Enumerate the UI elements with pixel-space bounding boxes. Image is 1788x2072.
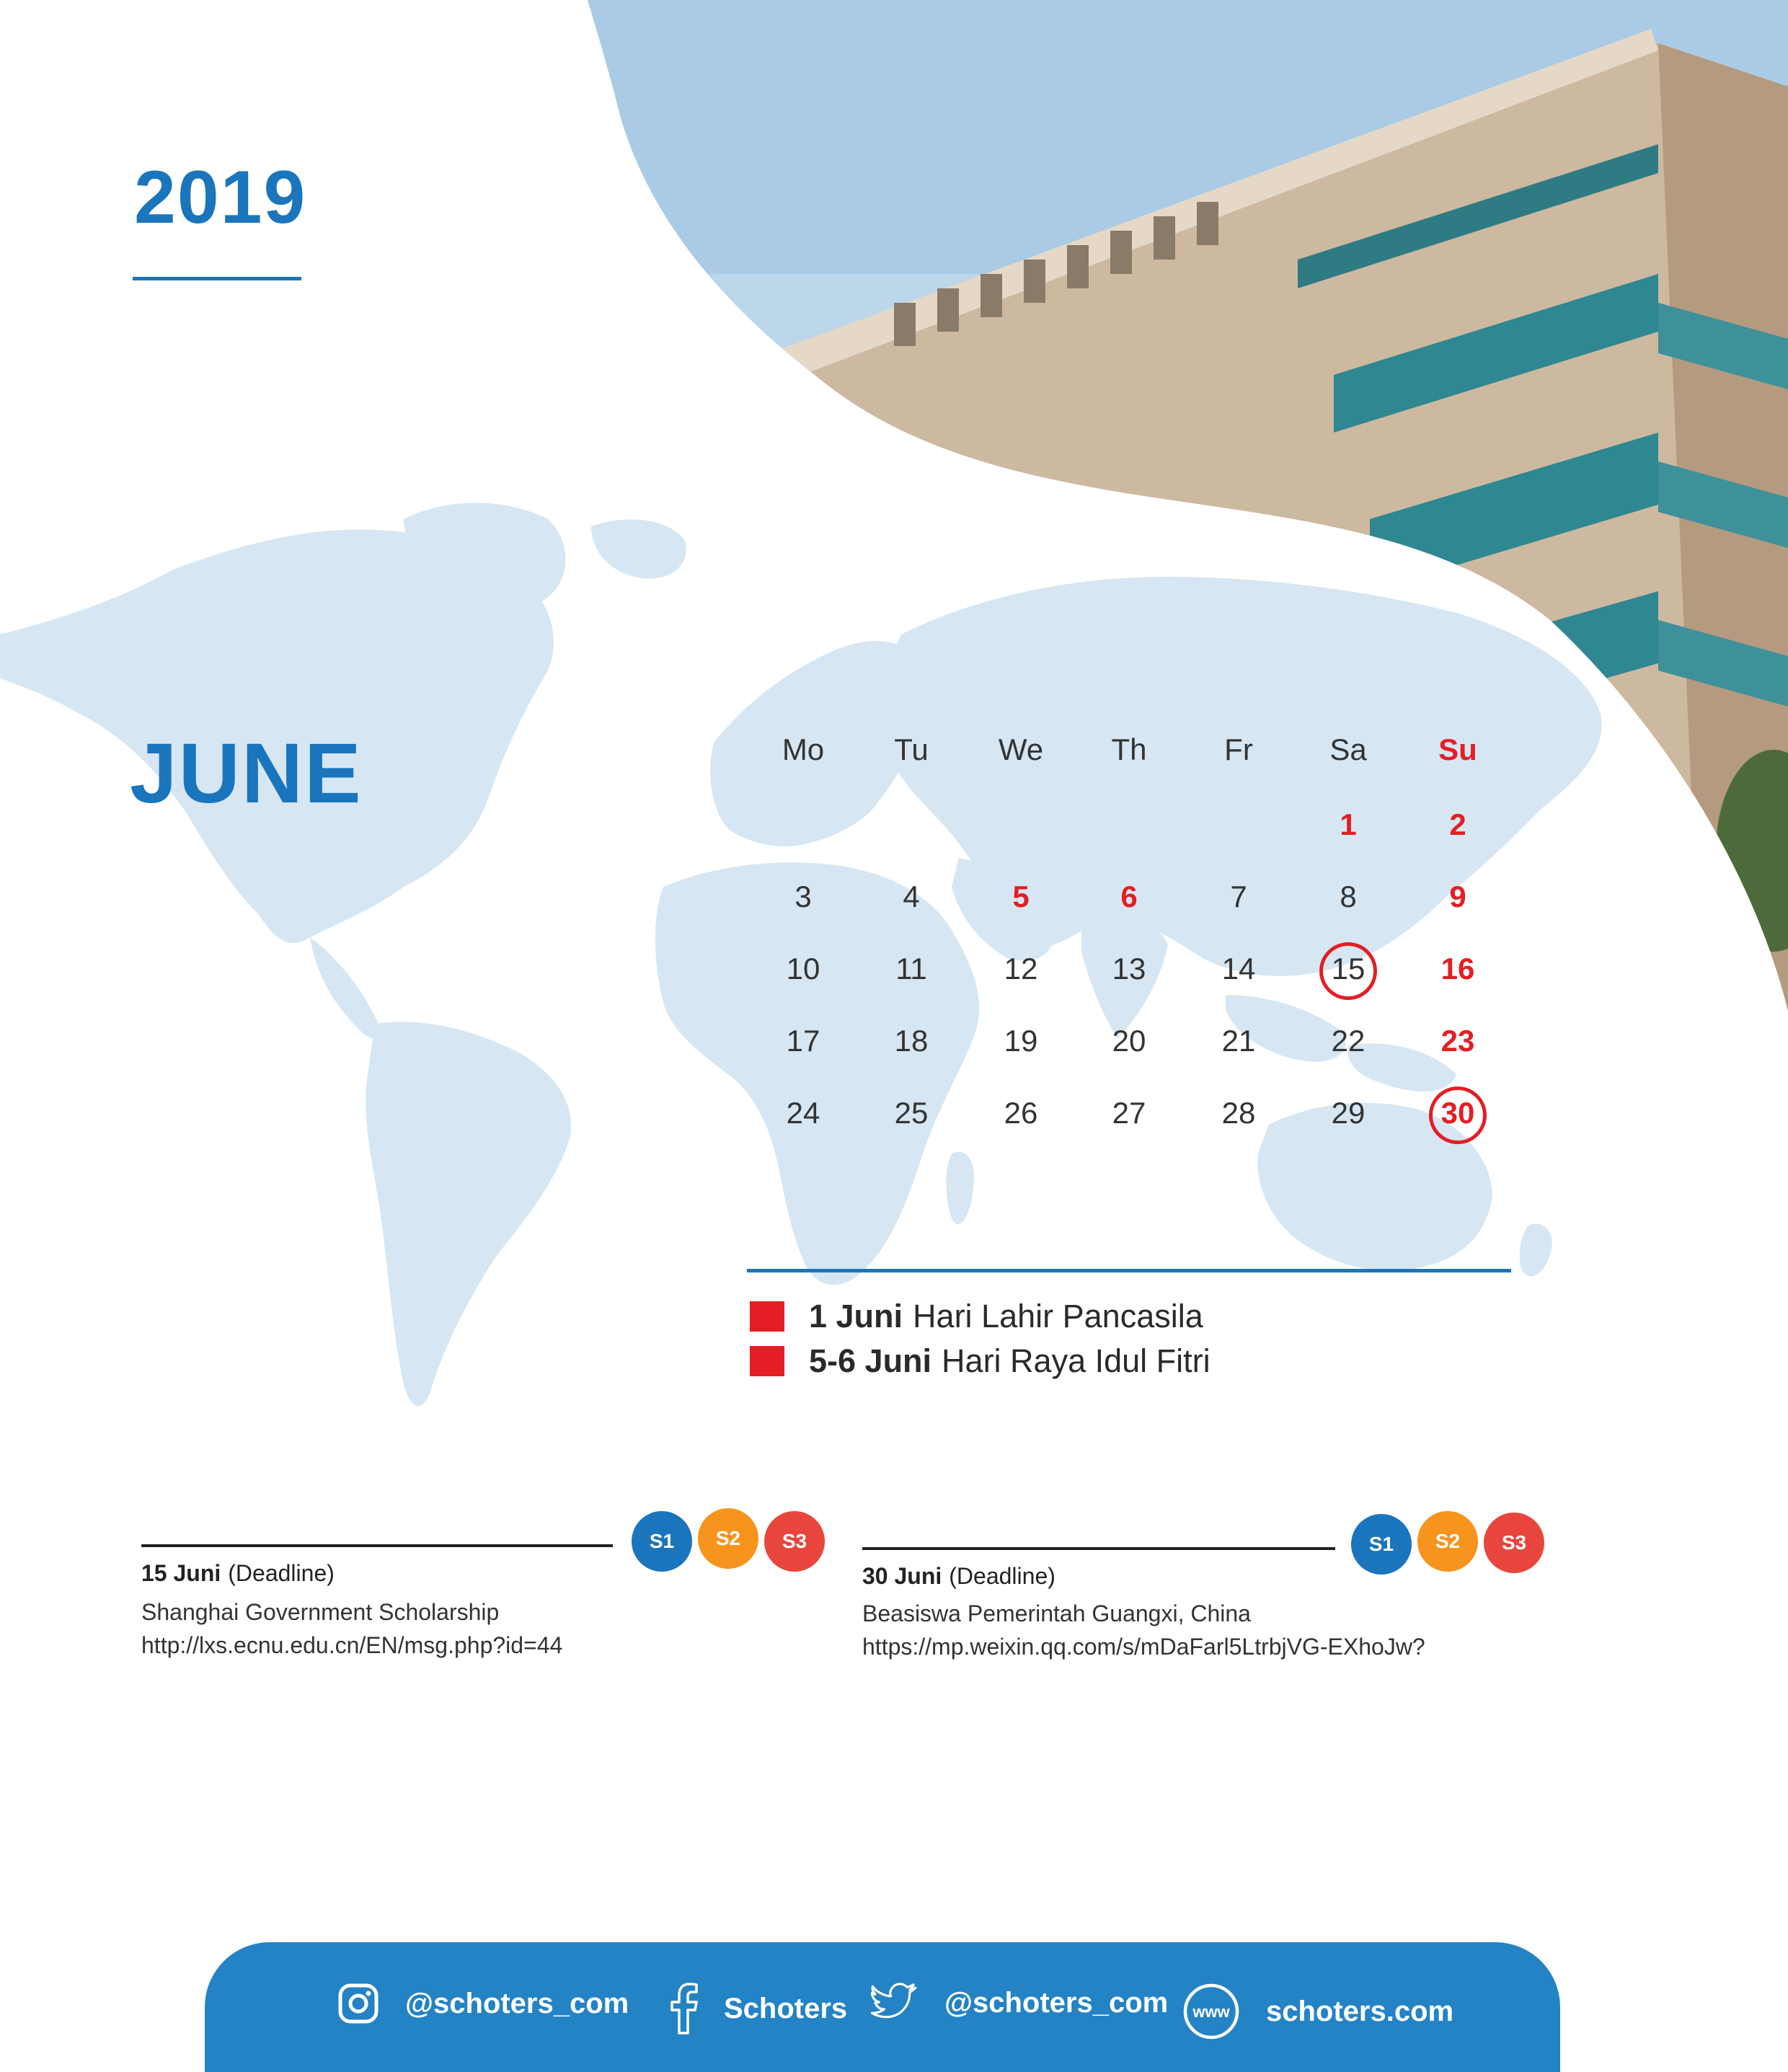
- calendar-day: 3: [795, 880, 812, 913]
- calendar-day: 17: [786, 1024, 820, 1058]
- holiday-marker: [750, 1346, 784, 1376]
- level-badge-s2: S2: [1417, 1511, 1478, 1572]
- calendar-day: 14: [1221, 952, 1256, 986]
- calendar-day: 26: [1004, 1096, 1038, 1130]
- calendar-day: 15: [1331, 952, 1366, 986]
- holiday-date: 1 Juni: [809, 1298, 903, 1334]
- deadline-scholarship-title: Shanghai Government Scholarship: [141, 1599, 500, 1625]
- footer-facebook[interactable]: [669, 1983, 847, 2035]
- calendar-day: 5: [1012, 880, 1030, 913]
- footer-twitter[interactable]: [871, 1983, 1168, 2023]
- website-url: schoters.com: [1266, 1995, 1454, 2027]
- holiday-divider: [747, 1269, 1511, 1272]
- calendar-day: 22: [1331, 1024, 1366, 1058]
- calendar-day: 18: [894, 1024, 929, 1058]
- holiday-date: 5-6 Juni: [809, 1342, 932, 1379]
- facebook-icon: [669, 1983, 698, 2035]
- calendar-day: 27: [1112, 1096, 1146, 1130]
- holiday-marker: [750, 1301, 784, 1332]
- calendar-day: 20: [1112, 1024, 1146, 1058]
- deadline-scholarship-title: Beasiswa Pemerintah Guangxi, China: [862, 1601, 1251, 1626]
- deadline-url-link[interactable]: https://mp.weixin.qq.com/s/mDaFarl5LtrbjVG-EXhoJw?: [862, 1634, 1425, 1660]
- year-underline: [133, 277, 301, 280]
- deadline-heading: [862, 1563, 1055, 1590]
- instagram-handle: @schoters_com: [405, 1987, 629, 2019]
- calendar-day: 25: [894, 1096, 929, 1130]
- calendar-day: 13: [1112, 952, 1146, 986]
- weekday-header: Th: [1111, 732, 1147, 766]
- calendar-day: 7: [1230, 880, 1247, 913]
- holiday-item: [750, 1298, 1203, 1335]
- weekday-header: Mo: [782, 732, 825, 766]
- twitter-handle: @schoters_com: [944, 1986, 1169, 2019]
- holiday-name: Hari Raya Idul Fitri: [942, 1342, 1211, 1379]
- month-title: JUNE: [130, 726, 363, 821]
- calendar-day: 16: [1440, 952, 1475, 986]
- weekday-header: Sa: [1329, 732, 1367, 766]
- deadline-divider: [862, 1547, 1335, 1550]
- deadline-heading: [141, 1560, 335, 1587]
- weekday-header: We: [998, 732, 1044, 766]
- footer-website[interactable]: [1182, 1983, 1453, 2040]
- calendar-day: 11: [895, 952, 927, 986]
- calendar-day: 2: [1449, 807, 1466, 841]
- calendar-day: 21: [1221, 1024, 1256, 1058]
- deadline-tag: (Deadline): [228, 1560, 335, 1586]
- weekday-header: Fr: [1224, 732, 1253, 766]
- deadline-divider: [141, 1544, 613, 1547]
- holiday-name: Hari Lahir Pancasila: [913, 1298, 1203, 1334]
- calendar-day: 4: [903, 880, 920, 913]
- calendar-day: 28: [1221, 1096, 1256, 1130]
- instagram-icon: [337, 1983, 379, 2024]
- calendar-day: 29: [1331, 1096, 1366, 1130]
- level-badge-s3: S3: [1484, 1513, 1544, 1573]
- weekday-header: Tu: [894, 732, 929, 766]
- level-badge-s1: S1: [632, 1511, 692, 1572]
- calendar-day: 30: [1440, 1096, 1475, 1130]
- year-title: 2019: [134, 156, 307, 239]
- calendar-day: 9: [1449, 880, 1466, 913]
- level-badge-s1: S1: [1351, 1514, 1412, 1575]
- level-badge-s2: S2: [698, 1508, 758, 1569]
- globe-www-icon: [1182, 1983, 1240, 2040]
- weekday-header: Su: [1438, 732, 1477, 766]
- calendar-day: 6: [1120, 880, 1138, 913]
- deadline-date: 15 Juni: [141, 1560, 221, 1586]
- calendar-day: 24: [786, 1096, 820, 1130]
- www-label: www: [1192, 2003, 1230, 2021]
- twitter-icon: [871, 1983, 919, 2023]
- deadline-url-link[interactable]: http://lxs.ecnu.edu.cn/EN/msg.php?id=44: [141, 1632, 563, 1658]
- deadline-tag: (Deadline): [949, 1563, 1055, 1589]
- footer-instagram[interactable]: [337, 1983, 629, 2024]
- calendar-day: 12: [1004, 952, 1038, 986]
- calendar-day: 8: [1340, 880, 1357, 913]
- calendar-day: 23: [1440, 1024, 1475, 1058]
- calendar-day: 10: [786, 952, 820, 986]
- calendar-day: 1: [1340, 807, 1357, 841]
- holiday-item: [750, 1342, 1211, 1380]
- calendar-day: 19: [1004, 1024, 1038, 1058]
- facebook-name: Schoters: [724, 1992, 848, 2024]
- level-badge-s3: S3: [764, 1511, 825, 1572]
- deadline-date: 30 Juni: [862, 1563, 942, 1589]
